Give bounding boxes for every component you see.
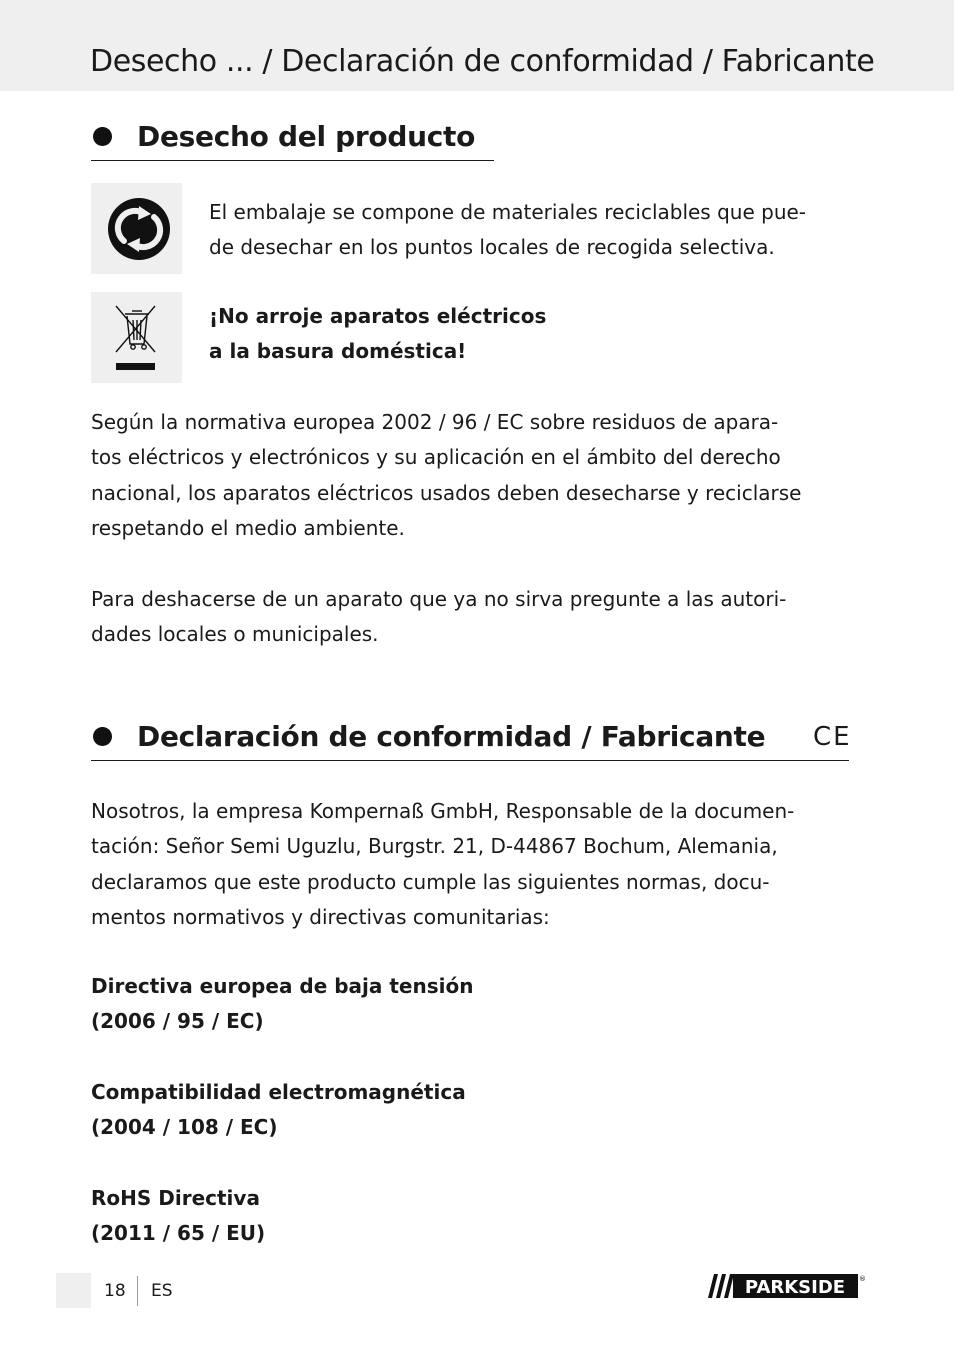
warning-text: ¡No arroje aparatos eléctricos a la basura doméstica! bbox=[209, 304, 547, 364]
footer-divider bbox=[137, 1276, 138, 1306]
heading-bullet-icon bbox=[93, 127, 112, 146]
weee-directive-paragraph: Según la normativa europea 2002 / 96 / EC sobre residuos de apara- tos eléctricos y electrónicos y su aplicación en el ámbito del derecho nacional, los aparatos eléctricos usados deben desecharse y reciclarse respetando el medio ambiente. bbox=[91, 410, 802, 540]
directive-emc: Compatibilidad electromagnética (2004 / 108 / EC) bbox=[91, 1080, 466, 1140]
manufacturer-paragraph: Nosotros, la empresa Kompernaß GmbH, Responsable de la documen- tación: Señor Semi Uguzlu, Burgstr. 21, D-44867 Bochum, Alemania, declaramos que este producto cumple las siguientes normas, docu- mentos normativos y directivas comunitarias: bbox=[91, 799, 795, 929]
registered-mark: ® bbox=[859, 1275, 866, 1283]
packaging-text: El embalaje se compone de materiales reciclables que pue- de desechar en los puntos locales de recogida selectiva. bbox=[209, 200, 807, 260]
section-heading-conformity bbox=[91, 718, 852, 761]
footer-marker bbox=[56, 1273, 91, 1308]
weee-icon-box bbox=[91, 292, 182, 383]
crossed-out-bin-icon bbox=[91, 292, 182, 383]
heading-bullet-icon bbox=[93, 727, 112, 746]
green-dot-recycling-icon bbox=[91, 183, 182, 274]
section-heading-disposal bbox=[91, 118, 494, 161]
ce-mark-icon: CE bbox=[813, 722, 852, 752]
parkside-logo bbox=[706, 1274, 866, 1298]
page-header-title: Desecho ... / Declaración de conformidad / Fabricante bbox=[90, 44, 875, 79]
section-heading-text: Declaración de conformidad / Fabricante bbox=[137, 720, 766, 753]
authorities-paragraph: Para deshacerse de un aparato que ya no sirva pregunte a las autori- dades locales o municipales. bbox=[91, 587, 787, 647]
language-code: ES bbox=[151, 1281, 173, 1301]
brand-text: PARKSIDE bbox=[744, 1277, 846, 1298]
recycling-icon-box bbox=[91, 183, 182, 274]
page-number: 18 bbox=[104, 1281, 126, 1301]
directive-low-voltage: Directiva europea de baja tensión (2006 / 95 / EC) bbox=[91, 974, 474, 1034]
directive-rohs: RoHS Directiva (2011 / 65 / EU) bbox=[91, 1186, 266, 1246]
section-heading-text: Desecho del producto bbox=[137, 120, 476, 153]
